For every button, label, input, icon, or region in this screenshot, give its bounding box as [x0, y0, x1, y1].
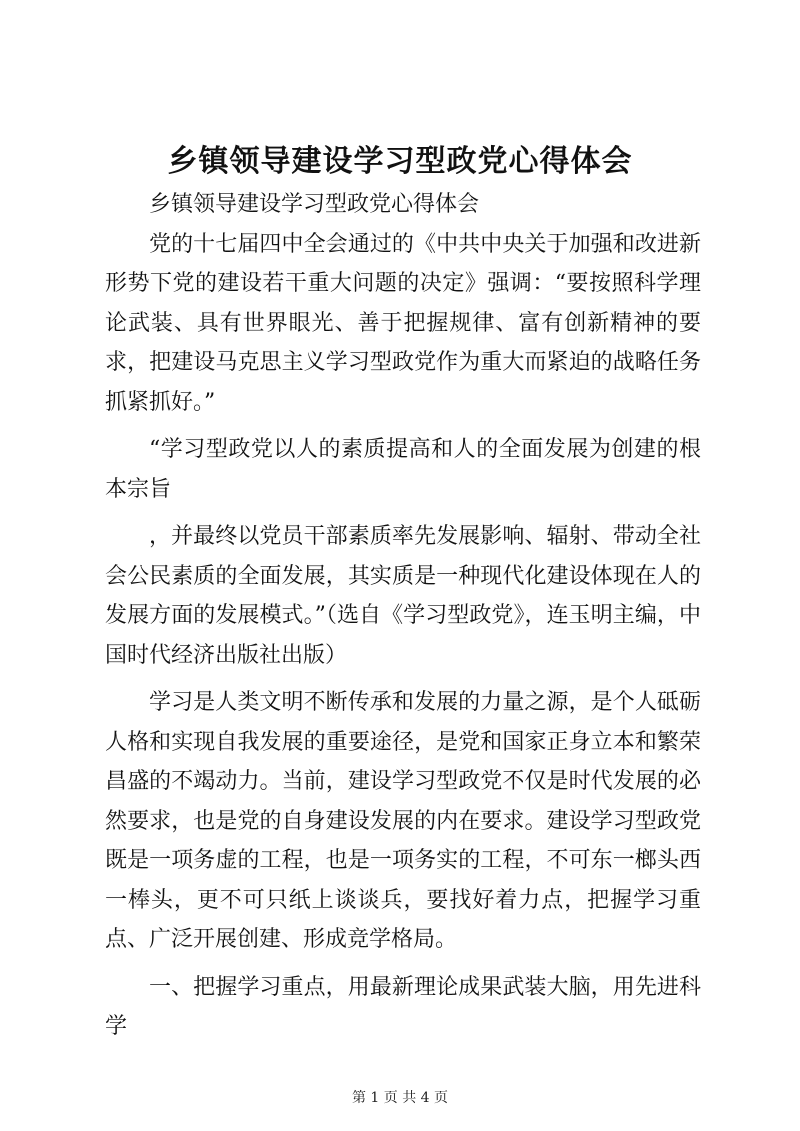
- paragraph: 学习是人类文明不断传承和发展的力量之源，是个人砥砺人格和实现自我发展的重要途径，是党和国家正身立本和繁荣昌盛的不竭动力。当前，建设学习型政党不仅是时代发展的必然要求，也是党的自身建设发展的内在要求。建设学习型政党既是一项务虚的工程，也是一项务实的工程，不可东一榔头西一棒头，更不可只纸上谈谈兵，要找好着力点，把握学习重点、广泛开展创建、形成竞学格局。: [105, 690, 701, 952]
- page-number-footer: 第 1 页 共 4 页: [351, 1090, 449, 1106]
- paragraph: ，并最终以党员干部素质率先发展影响、辐射、带动全社会公民素质的全面发展，其实质是一种现代化建设体现在人的发展方面的发展模式。”（选自《学习型政党》，连玉明主编，中国时代经济出版社出版）: [105, 524, 701, 668]
- document-title: 乡镇领导建设学习型政党心得体会: [167, 144, 633, 179]
- paragraph: “学习型政党以人的素质提高和人的全面发展为创建的根本宗旨: [105, 437, 701, 502]
- paragraph-subtitle: 乡镇领导建设学习型政党心得体会: [149, 192, 480, 217]
- paragraph: 党的十七届四中全会通过的《中共中央关于加强和改进新形势下党的建设若干重大问题的决定》强调：“要按照科学理论武装、具有世界眼光、善于把握规律、富有创新精神的要求，把建设马克思主义学习型政党作为重大而紧迫的战略任务抓紧抓好。”: [105, 231, 701, 415]
- paragraph: 一、把握学习重点，用最新理论成果武装大脑，用先进科学: [105, 974, 701, 1039]
- document-body: [105, 185, 701, 1047]
